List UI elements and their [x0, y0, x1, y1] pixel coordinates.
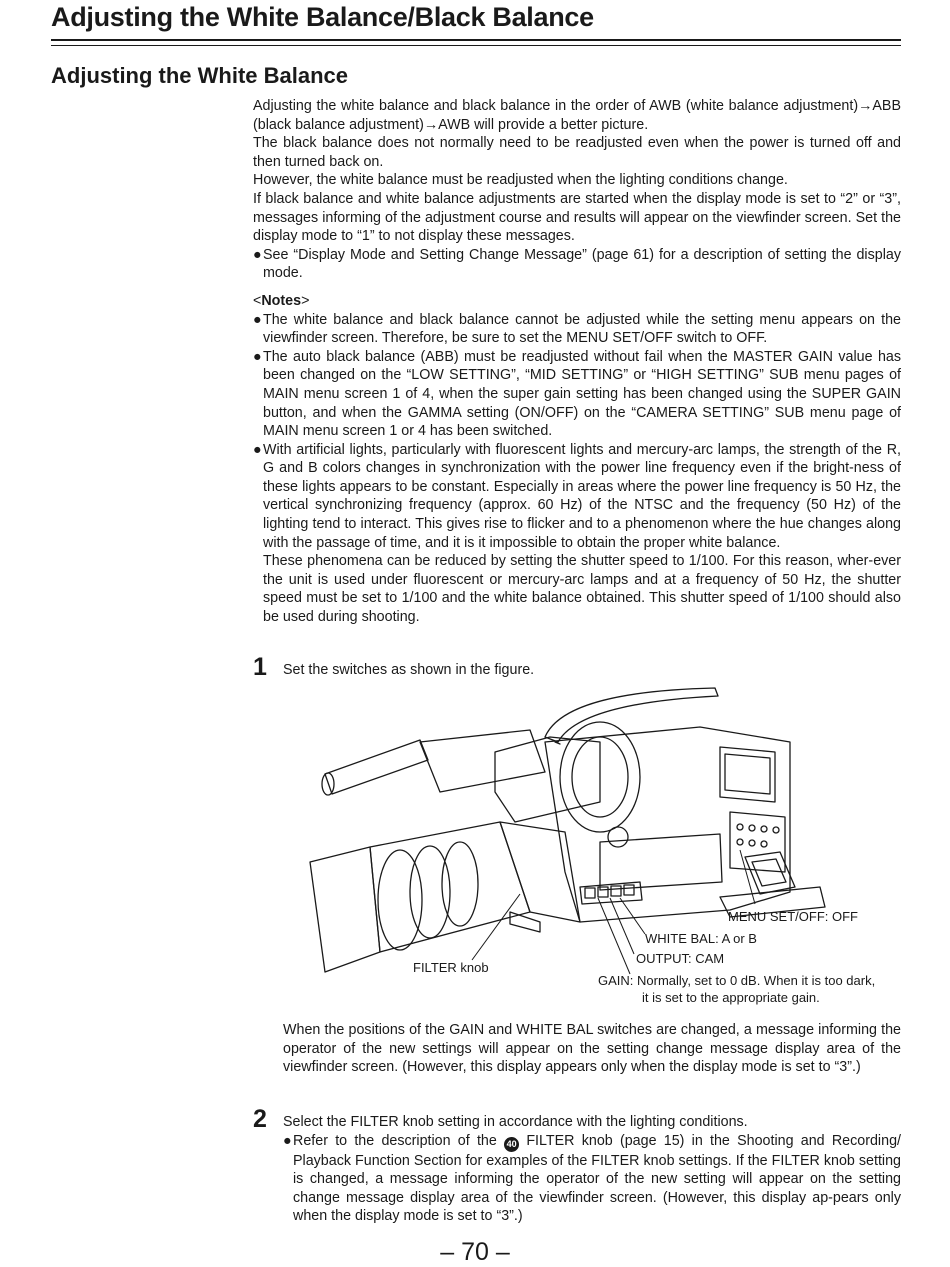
title-rule-thin — [51, 45, 901, 46]
note-item-3-continued: These phenomena can be reduced by setting the shutter speed to 1/100. For this reason, wher-ever the unit is used under fluorescent or mercury-arc lamps and at a frequency of 50 Hz, the shutter speed must be set to 1/100 and the white balance obtained. This shutter speed of 1/100 should also be used during shooting. — [263, 553, 901, 626]
step-2-body — [283, 1107, 901, 1226]
note-text-3: With artificial lights, particularly with fluorescent lights and mercury-arc lamps, the strength of the R, G and B colors changes in synchronization with the power line frequency even if the bright-ness of these lights appears to be constant. Especially in areas where the power line frequency is 50 Hz, the vertical synchronizing frequency (approx. 60 Hz) of the NTSC and the frequency (50 Hz) of the lighting tend to interact. This gives rise to flicker and to a phenomenon where the hue changes along with the passage of time, and it is it impossible to obtain the proper white balance. — [263, 441, 901, 551]
intro-bullet — [253, 246, 901, 283]
title-rule-thick — [51, 39, 901, 41]
step-2 — [253, 1107, 901, 1226]
intro-bullet-text: See “Display Mode and Setting Change Message” (page 61) for a description of setting the display mode. — [263, 246, 901, 282]
callout-output: OUTPUT: CAM — [636, 951, 725, 966]
callout-menu-set-off: MENU SET/OFF: OFF — [728, 909, 858, 924]
note-text-1: The white balance and black balance cannot be adjusted while the setting menu appears on the viewfinder screen. Therefore, be sure to set the MENU SET/OFF switch to OFF. — [263, 311, 901, 347]
callout-filter-knob: FILTER knob — [413, 960, 489, 975]
intro-paragraph-2: The black balance does not normally need to be readjusted even when the power is turned off and then turned back on. — [253, 135, 901, 170]
intro-block — [253, 97, 901, 627]
notes-bracket-close: > — [301, 292, 310, 309]
note-item-2 — [253, 348, 901, 441]
callout-gain-line-2: it is set to the appropriate gain. — [642, 990, 820, 1005]
notes-bracket-open: < — [253, 292, 262, 309]
after-figure-paragraph: When the positions of the GAIN and WHITE BAL switches are changed, a message informing the operator of the new settings will appear on the setting change message display area of the viewfinder screen. (However, this display appears only when the display mode is set to “3”.) — [283, 1022, 901, 1076]
bullet-dot-icon: ● — [253, 246, 262, 263]
camera-illustration — [300, 672, 900, 1012]
step-1-text: Set the switches as shown in the figure. — [283, 662, 535, 678]
camera-figure — [300, 672, 900, 1012]
notes-heading-label: Notes — [261, 292, 302, 309]
notes-heading — [253, 292, 901, 311]
section-title: Adjusting the White Balance — [51, 63, 349, 88]
bullet-dot-icon: ● — [253, 348, 262, 365]
step-1-number: 1 — [253, 653, 267, 681]
callout-gain-line-1: GAIN: Normally, set to 0 dB. When it is too dark, — [598, 973, 876, 988]
intro-paragraph-3: However, the white balance must be readjusted when the lighting conditions change. — [253, 172, 788, 189]
page-number: – 70 – — [440, 1238, 510, 1266]
bullet-dot-icon: ● — [283, 1132, 292, 1149]
step-2-number: 2 — [253, 1105, 267, 1133]
bullet-dot-icon: ● — [253, 441, 262, 458]
step-2-bullet — [283, 1132, 901, 1226]
circled-number-icon: 40 — [504, 1137, 519, 1152]
callout-white-bal: WHITE BAL: A or B — [645, 931, 757, 946]
intro-paragraph-1: Adjusting the white balance and black balance in the order of AWB (white balance adjustment)→ABB (black balance adjustment)→AWB will provide a better picture. — [253, 98, 901, 133]
page-title: Adjusting the White Balance/Black Balance — [51, 2, 594, 32]
intro-paragraph-4: If black balance and white balance adjustments are started when the display mode is set to “2” or “3”, messages informing of the adjustment course and results will appear on the viewfinder screen. Set the display mode to “1” to not display these messages. — [253, 190, 901, 245]
step-2-bullet-post: FILTER knob (page 15) in the Shooting and Recording/ Playback Function Section for examples of the FILTER knob settings. If the FILTER knob setting is changed, a message informing the operator of the new setting will appear on the setting change message display area of the viewfinder screen. (However, this display ap-pears only when the display mode is set to “3”.) — [293, 1132, 901, 1225]
step-2-text: Select the FILTER knob setting in accordance with the lighting conditions. — [283, 1114, 748, 1130]
note-item-3 — [253, 441, 901, 553]
note-text-2: The auto black balance (ABB) must be readjusted without fail when the MASTER GAIN value has been changed on the “LOW SETTING”, “MID SETTING” or “HIGH SETTING” SUB menu pages of MAIN menu screen 1 of 4, when the super gain setting has been changed using the SUPER GAIN button, and when the GAMMA setting (ON/OFF) on the “CAMERA SETTING” SUB menu page of MAIN menu screen 1 or 4 has been switched. — [263, 348, 901, 440]
step-2-bullet-pre: Refer to the description of the — [293, 1132, 497, 1149]
note-item-1 — [253, 311, 901, 348]
bullet-dot-icon: ● — [253, 311, 262, 328]
